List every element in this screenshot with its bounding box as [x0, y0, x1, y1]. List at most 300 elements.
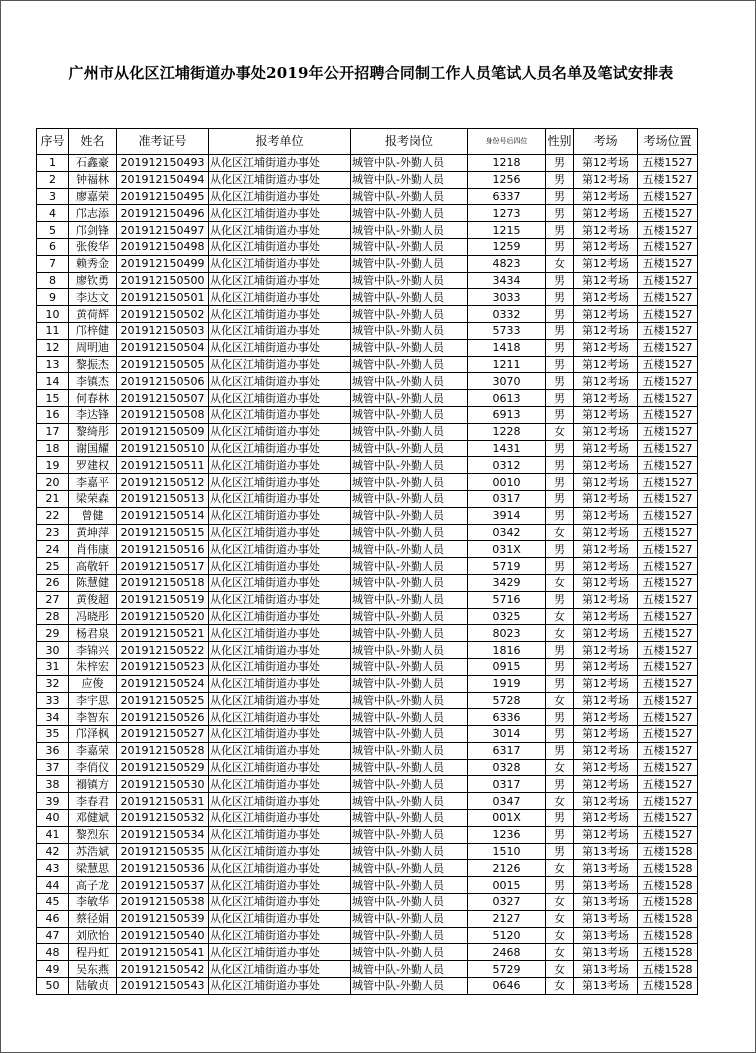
cell-exam-no: 201912150520: [117, 608, 209, 625]
table-row: [37, 927, 698, 944]
cell-name: 黄俊超: [69, 591, 117, 608]
cell-room: 第12考场: [574, 390, 638, 407]
cell-unit: 从化区江埔街道办事处: [209, 339, 351, 356]
cell-id4: 5729: [468, 961, 546, 978]
table-row: [37, 978, 698, 995]
cell-room: 第12考场: [574, 440, 638, 457]
cell-room: 第12考场: [574, 490, 638, 507]
cell-unit: 从化区江埔街道办事处: [209, 524, 351, 541]
cell-id4: 0332: [468, 306, 546, 323]
cell-name: 吴东燕: [69, 961, 117, 978]
cell-location: 五楼1527: [638, 322, 698, 339]
cell-id4: 1236: [468, 826, 546, 843]
cell-location: 五楼1527: [638, 558, 698, 575]
cell-unit: 从化区江埔街道办事处: [209, 155, 351, 172]
cell-id4: 1510: [468, 843, 546, 860]
cell-exam-no: 201912150495: [117, 188, 209, 205]
cell-room: 第12考场: [574, 205, 638, 222]
cell-room: 第13考场: [574, 961, 638, 978]
table-row: [37, 440, 698, 457]
cell-unit: 从化区江埔街道办事处: [209, 826, 351, 843]
cell-name: 黄坤萍: [69, 524, 117, 541]
cell-location: 五楼1527: [638, 642, 698, 659]
cell-room: 第12考场: [574, 558, 638, 575]
cell-post: 城管中队-外勤人员: [351, 910, 468, 927]
cell-location: 五楼1528: [638, 978, 698, 995]
cell-exam-no: 201912150514: [117, 507, 209, 524]
cell-location: 五楼1527: [638, 810, 698, 827]
cell-id4: 0347: [468, 793, 546, 810]
cell-unit: 从化区江埔街道办事处: [209, 222, 351, 239]
cell-post: 城管中队-外勤人员: [351, 155, 468, 172]
cell-location: 五楼1527: [638, 289, 698, 306]
cell-gender: 男: [546, 541, 574, 558]
cell-seq: 12: [37, 339, 69, 356]
cell-room: 第12考场: [574, 759, 638, 776]
cell-id4: 1431: [468, 440, 546, 457]
cell-exam-no: 201912150506: [117, 373, 209, 390]
cell-room: 第12考场: [574, 457, 638, 474]
table-row: [37, 625, 698, 642]
cell-unit: 从化区江埔街道办事处: [209, 423, 351, 440]
table-row: [37, 877, 698, 894]
cell-post: 城管中队-外勤人员: [351, 944, 468, 961]
cell-seq: 29: [37, 625, 69, 642]
cell-seq: 11: [37, 322, 69, 339]
cell-room: 第12考场: [574, 742, 638, 759]
cell-post: 城管中队-外勤人员: [351, 289, 468, 306]
table-row: [37, 642, 698, 659]
cell-post: 城管中队-外勤人员: [351, 759, 468, 776]
table-row: [37, 726, 698, 743]
cell-room: 第12考场: [574, 423, 638, 440]
cell-unit: 从化区江埔街道办事处: [209, 709, 351, 726]
cell-post: 城管中队-外勤人员: [351, 490, 468, 507]
cell-exam-no: 201912150528: [117, 742, 209, 759]
cell-gender: 男: [546, 188, 574, 205]
cell-name: 何春林: [69, 390, 117, 407]
table-row: [37, 810, 698, 827]
cell-location: 五楼1527: [638, 658, 698, 675]
cell-location: 五楼1527: [638, 608, 698, 625]
cell-location: 五楼1527: [638, 507, 698, 524]
cell-id4: 0317: [468, 490, 546, 507]
cell-id4: 3014: [468, 726, 546, 743]
cell-unit: 从化区江埔街道办事处: [209, 810, 351, 827]
cell-unit: 从化区江埔街道办事处: [209, 507, 351, 524]
cell-room: 第12考场: [574, 339, 638, 356]
cell-unit: 从化区江埔街道办事处: [209, 574, 351, 591]
cell-gender: 女: [546, 927, 574, 944]
cell-unit: 从化区江埔街道办事处: [209, 759, 351, 776]
cell-unit: 从化区江埔街道办事处: [209, 877, 351, 894]
cell-name: 杨君泉: [69, 625, 117, 642]
cell-id4: 001X: [468, 810, 546, 827]
cell-unit: 从化区江埔街道办事处: [209, 541, 351, 558]
cell-seq: 38: [37, 776, 69, 793]
cell-room: 第12考场: [574, 306, 638, 323]
cell-location: 五楼1527: [638, 490, 698, 507]
cell-seq: 23: [37, 524, 69, 541]
cell-seq: 13: [37, 356, 69, 373]
cell-id4: 1218: [468, 155, 546, 172]
cell-gender: 男: [546, 507, 574, 524]
cell-gender: 男: [546, 877, 574, 894]
cell-room: 第12考场: [574, 255, 638, 272]
table-row: [37, 826, 698, 843]
cell-seq: 9: [37, 289, 69, 306]
cell-unit: 从化区江埔街道办事处: [209, 608, 351, 625]
cell-id4: 3434: [468, 272, 546, 289]
cell-seq: 43: [37, 860, 69, 877]
table-row: [37, 574, 698, 591]
cell-room: 第13考场: [574, 978, 638, 995]
cell-name: 邝梓健: [69, 322, 117, 339]
table-row: [37, 289, 698, 306]
cell-room: 第12考场: [574, 474, 638, 491]
cell-room: 第12考场: [574, 793, 638, 810]
table-row: [37, 759, 698, 776]
cell-id4: 6337: [468, 188, 546, 205]
cell-id4: 2468: [468, 944, 546, 961]
cell-seq: 3: [37, 188, 69, 205]
cell-id4: 3070: [468, 373, 546, 390]
table-row: [37, 541, 698, 558]
cell-exam-no: 201912150537: [117, 877, 209, 894]
cell-name: 曾健: [69, 507, 117, 524]
cell-name: 李宇思: [69, 692, 117, 709]
table-row: [37, 423, 698, 440]
cell-post: 城管中队-外勤人员: [351, 205, 468, 222]
cell-seq: 4: [37, 205, 69, 222]
cell-gender: 男: [546, 742, 574, 759]
cell-name: 程丹虹: [69, 944, 117, 961]
cell-gender: 男: [546, 591, 574, 608]
cell-post: 城管中队-外勤人员: [351, 608, 468, 625]
cell-gender: 男: [546, 843, 574, 860]
table-row: [37, 524, 698, 541]
cell-name: 邓健斌: [69, 810, 117, 827]
cell-room: 第13考场: [574, 944, 638, 961]
cell-seq: 41: [37, 826, 69, 843]
cell-location: 五楼1527: [638, 793, 698, 810]
cell-name: 李嘉平: [69, 474, 117, 491]
cell-name: 梁荣森: [69, 490, 117, 507]
cell-location: 五楼1527: [638, 423, 698, 440]
cell-exam-no: 201912150521: [117, 625, 209, 642]
cell-location: 五楼1527: [638, 238, 698, 255]
cell-id4: 3033: [468, 289, 546, 306]
cell-post: 城管中队-外勤人员: [351, 238, 468, 255]
cell-id4: 6336: [468, 709, 546, 726]
header-unit: 报考单位: [209, 129, 351, 155]
cell-name: 刘欣怡: [69, 927, 117, 944]
cell-post: 城管中队-外勤人员: [351, 373, 468, 390]
cell-seq: 7: [37, 255, 69, 272]
cell-name: 李达文: [69, 289, 117, 306]
cell-name: 禤镇方: [69, 776, 117, 793]
cell-post: 城管中队-外勤人员: [351, 726, 468, 743]
cell-gender: 男: [546, 457, 574, 474]
table-row: [37, 944, 698, 961]
cell-seq: 40: [37, 810, 69, 827]
cell-location: 五楼1527: [638, 541, 698, 558]
cell-id4: 2126: [468, 860, 546, 877]
cell-unit: 从化区江埔街道办事处: [209, 272, 351, 289]
cell-name: 高子龙: [69, 877, 117, 894]
cell-location: 五楼1527: [638, 306, 698, 323]
cell-location: 五楼1527: [638, 457, 698, 474]
cell-exam-no: 201912150541: [117, 944, 209, 961]
cell-exam-no: 201912150538: [117, 894, 209, 911]
cell-room: 第12考场: [574, 541, 638, 558]
cell-seq: 16: [37, 406, 69, 423]
cell-gender: 男: [546, 558, 574, 575]
cell-gender: 女: [546, 524, 574, 541]
cell-id4: 1211: [468, 356, 546, 373]
cell-seq: 30: [37, 642, 69, 659]
cell-unit: 从化区江埔街道办事处: [209, 894, 351, 911]
cell-name: 冯晓彤: [69, 608, 117, 625]
cell-exam-no: 201912150502: [117, 306, 209, 323]
cell-seq: 46: [37, 910, 69, 927]
cell-exam-no: 201912150535: [117, 843, 209, 860]
cell-post: 城管中队-外勤人员: [351, 541, 468, 558]
cell-location: 五楼1527: [638, 826, 698, 843]
document-title: 广州市从化区江埔街道办事处2019年公开招聘合同制工作人员笔试人员名单及笔试安排表: [68, 64, 674, 82]
cell-unit: 从化区江埔街道办事处: [209, 188, 351, 205]
cell-exam-no: 201912150515: [117, 524, 209, 541]
cell-post: 城管中队-外勤人员: [351, 524, 468, 541]
cell-post: 城管中队-外勤人员: [351, 927, 468, 944]
cell-seq: 8: [37, 272, 69, 289]
cell-location: 五楼1527: [638, 574, 698, 591]
cell-unit: 从化区江埔街道办事处: [209, 642, 351, 659]
cell-location: 五楼1527: [638, 171, 698, 188]
cell-id4: 0613: [468, 390, 546, 407]
cell-unit: 从化区江埔街道办事处: [209, 558, 351, 575]
cell-location: 五楼1527: [638, 675, 698, 692]
cell-post: 城管中队-外勤人员: [351, 322, 468, 339]
cell-unit: 从化区江埔街道办事处: [209, 793, 351, 810]
cell-post: 城管中队-外勤人员: [351, 709, 468, 726]
cell-post: 城管中队-外勤人员: [351, 339, 468, 356]
cell-post: 城管中队-外勤人员: [351, 390, 468, 407]
cell-unit: 从化区江埔街道办事处: [209, 474, 351, 491]
cell-id4: 1919: [468, 675, 546, 692]
cell-gender: 女: [546, 692, 574, 709]
cell-id4: 6317: [468, 742, 546, 759]
cell-room: 第12考场: [574, 776, 638, 793]
table-row: [37, 222, 698, 239]
cell-room: 第12考场: [574, 289, 638, 306]
cell-exam-no: 201912150507: [117, 390, 209, 407]
cell-name: 谢国耀: [69, 440, 117, 457]
cell-id4: 1259: [468, 238, 546, 255]
table-row: [37, 894, 698, 911]
table-row: [37, 272, 698, 289]
cell-name: 黎振杰: [69, 356, 117, 373]
cell-unit: 从化区江埔街道办事处: [209, 658, 351, 675]
cell-id4: 3429: [468, 574, 546, 591]
cell-name: 黎烈东: [69, 826, 117, 843]
cell-gender: 男: [546, 339, 574, 356]
cell-gender: 男: [546, 322, 574, 339]
cell-name: 钟福林: [69, 171, 117, 188]
cell-room: 第12考场: [574, 608, 638, 625]
cell-post: 城管中队-外勤人员: [351, 457, 468, 474]
cell-exam-no: 201912150509: [117, 423, 209, 440]
cell-gender: 女: [546, 910, 574, 927]
cell-gender: 女: [546, 978, 574, 995]
cell-gender: 男: [546, 826, 574, 843]
cell-post: 城管中队-外勤人员: [351, 642, 468, 659]
cell-room: 第12考场: [574, 826, 638, 843]
cell-name: 应俊: [69, 675, 117, 692]
cell-seq: 36: [37, 742, 69, 759]
cell-location: 五楼1528: [638, 910, 698, 927]
cell-location: 五楼1528: [638, 877, 698, 894]
cell-post: 城管中队-外勤人员: [351, 843, 468, 860]
table-row: [37, 390, 698, 407]
cell-room: 第13考场: [574, 910, 638, 927]
cell-name: 李锦兴: [69, 642, 117, 659]
cell-gender: 女: [546, 944, 574, 961]
cell-name: 肖伟康: [69, 541, 117, 558]
cell-unit: 从化区江埔街道办事处: [209, 944, 351, 961]
cell-gender: 女: [546, 860, 574, 877]
table-row: [37, 490, 698, 507]
cell-gender: 男: [546, 776, 574, 793]
cell-unit: 从化区江埔街道办事处: [209, 289, 351, 306]
cell-location: 五楼1527: [638, 255, 698, 272]
cell-exam-no: 201912150539: [117, 910, 209, 927]
cell-post: 城管中队-外勤人员: [351, 188, 468, 205]
cell-location: 五楼1527: [638, 406, 698, 423]
cell-exam-no: 201912150504: [117, 339, 209, 356]
cell-gender: 女: [546, 255, 574, 272]
cell-room: 第12考场: [574, 675, 638, 692]
cell-seq: 1: [37, 155, 69, 172]
cell-seq: 24: [37, 541, 69, 558]
cell-name: 陆敏贞: [69, 978, 117, 995]
cell-location: 五楼1527: [638, 692, 698, 709]
cell-seq: 26: [37, 574, 69, 591]
table-row: [37, 339, 698, 356]
table-row: [37, 356, 698, 373]
header-location: 考场位置: [638, 129, 698, 155]
cell-name: 罗建权: [69, 457, 117, 474]
cell-post: 城管中队-外勤人员: [351, 793, 468, 810]
cell-location: 五楼1528: [638, 944, 698, 961]
cell-seq: 27: [37, 591, 69, 608]
cell-room: 第12考场: [574, 810, 638, 827]
cell-gender: 男: [546, 373, 574, 390]
cell-gender: 女: [546, 423, 574, 440]
cell-seq: 49: [37, 961, 69, 978]
cell-id4: 5733: [468, 322, 546, 339]
cell-location: 五楼1527: [638, 625, 698, 642]
cell-unit: 从化区江埔街道办事处: [209, 726, 351, 743]
cell-exam-no: 201912150496: [117, 205, 209, 222]
cell-gender: 男: [546, 406, 574, 423]
cell-exam-no: 201912150518: [117, 574, 209, 591]
cell-seq: 28: [37, 608, 69, 625]
cell-seq: 42: [37, 843, 69, 860]
cell-room: 第12考场: [574, 507, 638, 524]
cell-seq: 19: [37, 457, 69, 474]
cell-gender: 男: [546, 238, 574, 255]
cell-location: 五楼1528: [638, 927, 698, 944]
cell-post: 城管中队-外勤人员: [351, 978, 468, 995]
cell-location: 五楼1527: [638, 709, 698, 726]
cell-gender: 男: [546, 675, 574, 692]
cell-name: 朱梓宏: [69, 658, 117, 675]
header-name: 姓名: [69, 129, 117, 155]
cell-unit: 从化区江埔街道办事处: [209, 860, 351, 877]
cell-unit: 从化区江埔街道办事处: [209, 978, 351, 995]
cell-id4: 4823: [468, 255, 546, 272]
cell-id4: 0325: [468, 608, 546, 625]
cell-exam-no: 201912150508: [117, 406, 209, 423]
cell-id4: 8023: [468, 625, 546, 642]
cell-post: 城管中队-外勤人员: [351, 776, 468, 793]
cell-post: 城管中队-外勤人员: [351, 222, 468, 239]
cell-gender: 男: [546, 490, 574, 507]
cell-gender: 男: [546, 709, 574, 726]
cell-exam-no: 201912150497: [117, 222, 209, 239]
cell-room: 第13考场: [574, 927, 638, 944]
cell-id4: 5120: [468, 927, 546, 944]
header-exam-no: 准考证号: [117, 129, 209, 155]
cell-location: 五楼1527: [638, 390, 698, 407]
cell-post: 城管中队-外勤人员: [351, 810, 468, 827]
cell-post: 城管中队-外勤人员: [351, 558, 468, 575]
cell-room: 第12考场: [574, 591, 638, 608]
cell-id4: 0327: [468, 894, 546, 911]
cell-room: 第12考场: [574, 524, 638, 541]
cell-seq: 50: [37, 978, 69, 995]
cell-exam-no: 201912150513: [117, 490, 209, 507]
table-row: [37, 843, 698, 860]
cell-exam-no: 201912150494: [117, 171, 209, 188]
cell-post: 城管中队-外勤人员: [351, 742, 468, 759]
cell-location: 五楼1527: [638, 726, 698, 743]
cell-name: 邝剑锋: [69, 222, 117, 239]
cell-location: 五楼1527: [638, 339, 698, 356]
cell-gender: 男: [546, 726, 574, 743]
cell-unit: 从化区江埔街道办事处: [209, 440, 351, 457]
cell-unit: 从化区江埔街道办事处: [209, 390, 351, 407]
cell-post: 城管中队-外勤人员: [351, 625, 468, 642]
cell-name: 李嘉荣: [69, 742, 117, 759]
cell-post: 城管中队-外勤人员: [351, 591, 468, 608]
cell-id4: 5716: [468, 591, 546, 608]
cell-id4: 6913: [468, 406, 546, 423]
cell-room: 第12考场: [574, 709, 638, 726]
cell-exam-no: 201912150534: [117, 826, 209, 843]
cell-gender: 男: [546, 390, 574, 407]
cell-seq: 37: [37, 759, 69, 776]
cell-name: 李智东: [69, 709, 117, 726]
cell-unit: 从化区江埔街道办事处: [209, 843, 351, 860]
table-header-row: [37, 129, 698, 155]
cell-unit: 从化区江埔街道办事处: [209, 675, 351, 692]
cell-location: 五楼1527: [638, 440, 698, 457]
cell-unit: 从化区江埔街道办事处: [209, 238, 351, 255]
cell-exam-no: 201912150503: [117, 322, 209, 339]
cell-unit: 从化区江埔街道办事处: [209, 692, 351, 709]
